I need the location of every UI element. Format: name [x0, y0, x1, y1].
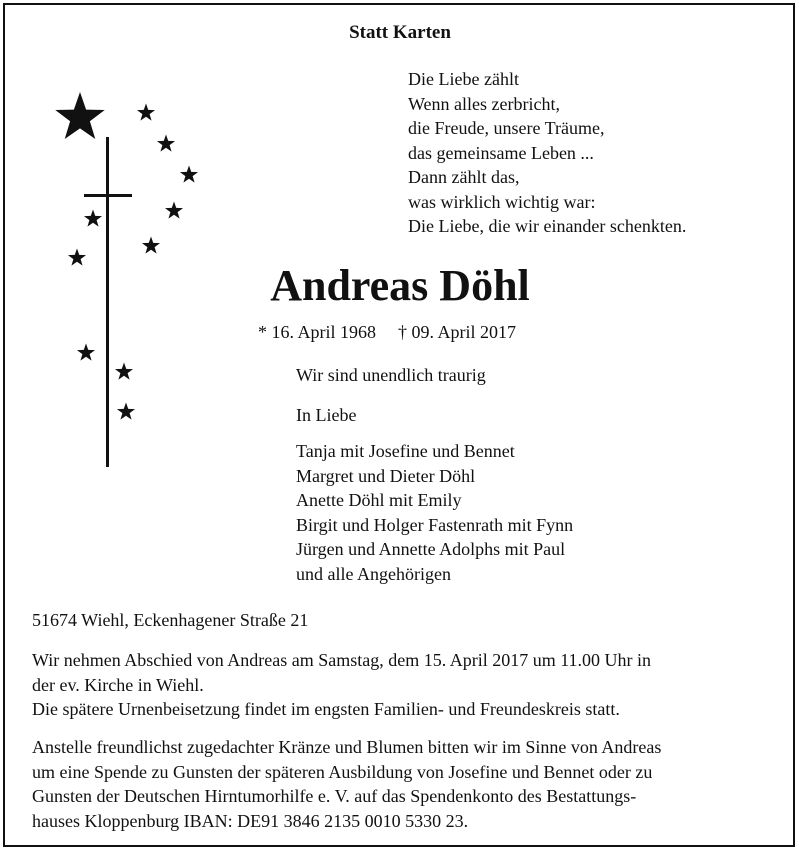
large-star-icon: [55, 92, 104, 139]
poem-line: Wenn alles zerbricht,: [408, 93, 560, 114]
cross-horizontal-bar: [84, 194, 132, 197]
star-icon: [84, 210, 102, 227]
family-list: [296, 439, 573, 586]
life-dates: [258, 322, 516, 343]
star-icon: [180, 166, 198, 183]
family-member: Jürgen und Annette Adolphs mit Paul: [296, 539, 566, 559]
poem-line: Die Liebe zählt: [408, 69, 519, 89]
family-member: und alle Angehörigen: [296, 563, 451, 584]
donation-line: um eine Spende zu Gunsten der späteren Ausbildung von Josefine und Bennet oder zu: [32, 761, 653, 782]
star-icon: [142, 237, 160, 254]
family-member: Tanja mit Josefine und Bennet: [296, 441, 515, 461]
donation-line: hauses Kloppenburg IBAN: DE91 3846 2135 0010 5330 23.: [32, 810, 469, 831]
donation-line: Anstelle freundlichst zugedachter Kränze und Blumen bitten wir im Sinne von Andreas: [32, 737, 662, 757]
funeral-line: Wir nehmen Abschied von Andreas am Samstag, dem 15. April 2017 um 11.00 Uhr in: [32, 650, 652, 670]
notice-header: Statt Karten: [349, 22, 451, 43]
donation-paragraph: [32, 735, 661, 833]
mourning-statement: Wir sind unendlich traurig: [296, 365, 486, 385]
poem-line: was wirklich wichtig war:: [408, 191, 596, 212]
address: 51674 Wiehl, Eckenhagener Straße 21: [32, 610, 309, 630]
star-icon: [77, 344, 95, 361]
family-member: Birgit und Holger Fastenrath mit Fynn: [296, 514, 574, 535]
family-member: Margret und Dieter Döhl: [296, 465, 476, 486]
star-icon: [137, 104, 155, 121]
donation-line: Gunsten der Deutschen Hirntumorhilfe e. V. auf das Spendenkonto des Bestattungs-: [32, 786, 637, 806]
birth-date: * 16. April 1968: [258, 322, 377, 342]
funeral-line: der ev. Kirche in Wiehl.: [32, 674, 204, 695]
funeral-paragraph: [32, 648, 651, 722]
funeral-line: Die spätere Urnenbeisetzung findet im engsten Familien- und Freundeskreis statt.: [32, 699, 620, 719]
star-icon: [117, 403, 135, 420]
deceased-name: Andreas Döhl: [270, 261, 530, 310]
family-member: Anette Döhl mit Emily: [296, 490, 462, 510]
death-date: † 09. April 2017: [398, 322, 517, 342]
poem-line: Die Liebe, die wir einander schenkten.: [408, 216, 687, 236]
poem-line: das gemeinsame Leben ...: [408, 142, 594, 163]
star-icon: [157, 135, 175, 152]
star-icon: [165, 202, 183, 219]
poem-line: die Freude, unsere Träume,: [408, 118, 605, 138]
closing-phrase: In Liebe: [296, 405, 357, 425]
poem-line: Dann zählt das,: [408, 167, 520, 187]
poem: [408, 67, 686, 239]
star-icon: [115, 363, 133, 380]
